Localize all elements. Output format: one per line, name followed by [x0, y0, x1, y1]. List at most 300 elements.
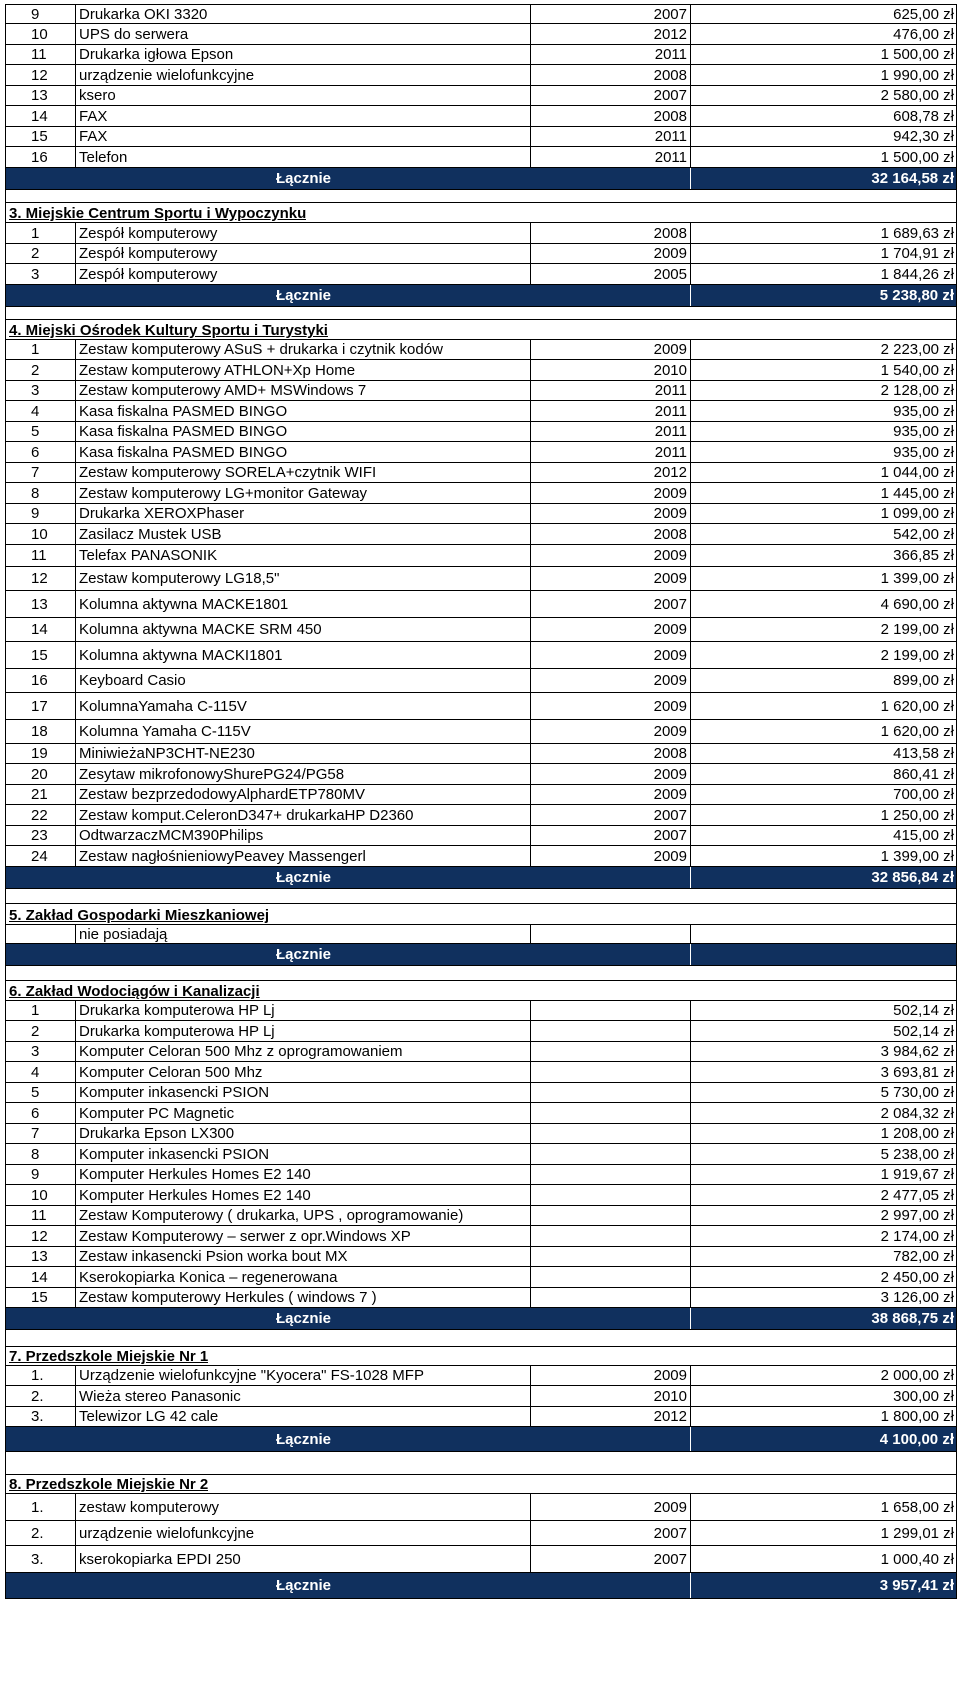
item-year [531, 1042, 691, 1061]
total-spacer [6, 944, 76, 965]
table-row [5, 422, 957, 442]
item-year [531, 1103, 691, 1123]
total-label: Łącznie [275, 1577, 332, 1594]
item-value: 2 199,00 zł [880, 621, 954, 638]
total-year-spacer [531, 168, 691, 189]
total-row [5, 285, 957, 307]
item-number: 10 [6, 1185, 76, 1205]
item-year: 2009 [531, 642, 691, 668]
item-name: Zestaw komputerowy ASuS + drukarka i czytnik kodów [76, 340, 531, 359]
total-label: Łącznie [275, 287, 332, 304]
item-value: 1 844,26 zł [880, 265, 954, 283]
total-value: 3 957,41 zł [879, 1577, 954, 1594]
item-number: 21 [6, 785, 76, 804]
item-value: 5 238,00 zł [880, 1145, 954, 1163]
item-number: 8 [6, 1144, 76, 1164]
item-year: 2010 [531, 360, 691, 380]
total-year-spacer [531, 867, 691, 888]
item-name: Zestaw komputerowy Herkules ( windows 7 ) [76, 1288, 531, 1307]
item-value: 502,14 zł [893, 1022, 954, 1040]
item-value [691, 925, 956, 943]
item-year: 2009 [531, 1494, 691, 1520]
item-value: 4 690,00 zł [880, 595, 954, 613]
item-value: 860,41 zł [893, 765, 954, 783]
item-value: 1 990,00 zł [880, 66, 954, 84]
item-name: Zestaw komputerowy ATHLON+Xp Home [76, 360, 531, 380]
total-value: 38 868,75 zł [871, 1310, 954, 1327]
blank-row [5, 966, 957, 981]
item-name: Drukarka komputerowa HP Lj [76, 1001, 531, 1020]
item-name: Komputer Herkules Homes E2 140 [76, 1185, 531, 1205]
item-value: 700,00 zł [893, 786, 954, 803]
table-row [5, 1546, 957, 1573]
item-year: 2008 [531, 106, 691, 126]
item-value: 1 500,00 zł [880, 148, 954, 166]
item-year: 2012 [531, 24, 691, 44]
item-name: Keyboard Casio [76, 669, 531, 692]
item-value: 3 984,62 zł [880, 1043, 954, 1060]
item-name: FAX [76, 106, 531, 126]
item-value: 2 000,00 zł [880, 1367, 954, 1384]
table-row [5, 1267, 957, 1288]
table-row [5, 524, 957, 545]
item-number: 7 [6, 1124, 76, 1143]
table-row [5, 1001, 957, 1021]
table-row [5, 826, 957, 846]
item-value: 476,00 zł [893, 25, 954, 43]
item-year [531, 1185, 691, 1205]
table-row [5, 381, 957, 401]
item-value: 2 477,05 zł [880, 1186, 954, 1204]
item-name: Zestaw inkasencki Psion worka bout MX [76, 1247, 531, 1266]
section-title: 8. Przedszkole Miejskie Nr 2 [9, 1476, 209, 1493]
item-year: 2011 [531, 401, 691, 421]
table-row [5, 1206, 957, 1226]
item-year [531, 1001, 691, 1020]
item-number: 13 [6, 86, 76, 105]
item-name: Drukarka XEROXPhaser [76, 504, 531, 523]
item-year: 2009 [531, 567, 691, 590]
item-number: 11 [6, 1206, 76, 1225]
item-number: 3 [6, 264, 76, 284]
total-spacer [6, 867, 76, 888]
item-name: urządzenie wielofunkcyjne [76, 1521, 531, 1545]
item-year: 2007 [531, 5, 691, 23]
item-name: Zestaw Komputerowy ( drukarka, UPS , oprogramowanie) [76, 1206, 531, 1225]
item-name: Komputer Celoran 500 Mhz z oprogramowaniem [76, 1042, 531, 1061]
item-year: 2011 [531, 422, 691, 441]
table-row [5, 483, 957, 504]
item-number: 20 [6, 764, 76, 784]
item-value: 366,85 zł [893, 547, 954, 564]
item-number: 15 [6, 1288, 76, 1307]
item-year: 2008 [531, 524, 691, 544]
total-row [5, 944, 957, 966]
table-row [5, 720, 957, 744]
section-header [5, 981, 957, 1001]
table-row [5, 1185, 957, 1206]
table-row [5, 642, 957, 669]
item-name: Zestaw komputerowy LG+monitor Gateway [76, 483, 531, 503]
item-name: Drukarka igłowa Epson [76, 45, 531, 64]
item-year: 2010 [531, 1386, 691, 1406]
item-number: 11 [6, 45, 76, 64]
item-value: 415,00 zł [893, 827, 954, 844]
item-year [531, 1144, 691, 1164]
item-number: 23 [6, 826, 76, 845]
item-name: Komputer inkasencki PSION [76, 1083, 531, 1102]
table-row [5, 360, 957, 381]
item-year: 2008 [531, 223, 691, 243]
blank-row [5, 190, 957, 203]
item-value: 1 620,00 zł [880, 697, 954, 715]
table-row [5, 65, 957, 86]
item-number: 5 [6, 422, 76, 441]
item-name: Zasilacz Mustek USB [76, 524, 531, 544]
item-number: 2 [6, 360, 76, 380]
table-row [5, 1386, 957, 1407]
item-number: 3. [6, 1407, 76, 1426]
item-value: 1 620,00 zł [880, 723, 954, 740]
item-year: 2007 [531, 1521, 691, 1545]
item-year: 2009 [531, 504, 691, 523]
item-name: Zestaw komputerowy SORELA+czytnik WIFI [76, 463, 531, 482]
item-value: 2 450,00 zł [880, 1268, 954, 1286]
total-label: Łącznie [275, 1310, 332, 1327]
table-row [5, 1062, 957, 1083]
item-year: 2008 [531, 65, 691, 85]
total-spacer [6, 1308, 76, 1329]
item-number: 6 [6, 442, 76, 462]
section-title: 6. Zakład Wodociągów i Kanalizacji [9, 983, 260, 1000]
table-row [5, 24, 957, 45]
item-number: 14 [6, 106, 76, 126]
item-year: 2009 [531, 693, 691, 719]
table-row [5, 669, 957, 693]
total-value: 32 164,58 zł [871, 170, 954, 187]
total-spacer [6, 285, 76, 306]
item-value: 1 445,00 zł [880, 484, 954, 502]
item-number: 9 [6, 504, 76, 523]
table-row [5, 223, 957, 244]
item-number: 13 [6, 591, 76, 617]
item-year [531, 1021, 691, 1041]
item-year [531, 1124, 691, 1143]
item-number: 24 [6, 846, 76, 866]
total-year-spacer [531, 285, 691, 306]
item-name: Urządzenie wielofunkcyjne "Kyocera" FS-1028 MFP [76, 1366, 531, 1385]
item-value: 935,00 zł [893, 443, 954, 461]
item-number: 5 [6, 1083, 76, 1102]
item-year [531, 1062, 691, 1082]
table-row [5, 618, 957, 642]
table-row [5, 1288, 957, 1308]
item-number: 1 [6, 340, 76, 359]
item-value: 2 174,00 zł [880, 1227, 954, 1245]
item-number: 9 [6, 1165, 76, 1184]
table-row [5, 504, 957, 524]
table-row [5, 1521, 957, 1546]
item-value: 1 208,00 zł [880, 1125, 954, 1142]
table-row [5, 147, 957, 168]
table-row [5, 264, 957, 285]
table-row [5, 1366, 957, 1386]
table-row [5, 45, 957, 65]
item-year: 2007 [531, 826, 691, 845]
item-name: ksero [76, 86, 531, 105]
item-value: 2 580,00 zł [880, 87, 954, 104]
item-name: nie posiadają [76, 925, 531, 943]
item-number: 8 [6, 483, 76, 503]
item-value: 2 997,00 zł [880, 1207, 954, 1224]
item-value: 3 126,00 zł [880, 1289, 954, 1306]
item-year: 2009 [531, 720, 691, 743]
item-number: 2 [6, 244, 76, 263]
item-value: 1 658,00 zł [880, 1498, 954, 1516]
total-label: Łącznie [275, 1430, 332, 1448]
item-name: Komputer Herkules Homes E2 140 [76, 1165, 531, 1184]
table-row [5, 401, 957, 422]
total-row [5, 1308, 957, 1330]
item-year [531, 1226, 691, 1246]
item-number: 17 [6, 693, 76, 719]
item-value: 2 128,00 zł [880, 382, 954, 399]
item-number: 3. [6, 1546, 76, 1572]
item-number: 7 [6, 463, 76, 482]
item-number: 19 [6, 744, 76, 763]
section-title: 4. Miejski Ośrodek Kultury Sportu i Turystyki [9, 322, 328, 339]
item-name: Kolumna aktywna MACKI1801 [76, 642, 531, 668]
item-year: 2012 [531, 463, 691, 482]
section-header [5, 1347, 957, 1366]
table-row [5, 463, 957, 483]
item-year [531, 1206, 691, 1225]
item-value: 1 399,00 zł [880, 570, 954, 587]
item-year: 2009 [531, 545, 691, 566]
blank-row [5, 307, 957, 320]
table-row [5, 1494, 957, 1521]
item-value: 782,00 zł [893, 1248, 954, 1265]
table-row [5, 127, 957, 147]
item-year: 2009 [531, 764, 691, 784]
item-year [531, 1288, 691, 1307]
item-value: 1 800,00 zł [880, 1408, 954, 1425]
item-year: 2009 [531, 846, 691, 866]
section-header [5, 203, 957, 223]
section-title: 3. Miejskie Centrum Sportu i Wypoczynku [9, 205, 307, 222]
item-name: Kasa fiskalna PASMED BINGO [76, 442, 531, 462]
item-number: 9 [6, 5, 76, 23]
item-number: 1 [6, 223, 76, 243]
table-row [5, 785, 957, 805]
table-row [5, 744, 957, 764]
total-label: Łącznie [275, 946, 332, 963]
table-row [5, 340, 957, 360]
item-name: Zestaw nagłośnieniowyPeavey Massengerl [76, 846, 531, 866]
item-name: Zestaw komput.CeleronD347+ drukarkaHP D2360 [76, 805, 531, 825]
item-number: 3 [6, 381, 76, 400]
table-row [5, 1042, 957, 1062]
item-value: 1 399,00 zł [880, 847, 954, 865]
item-name: Zestaw Komputerowy – serwer z opr.Windows XP [76, 1226, 531, 1246]
section-header [5, 1475, 957, 1494]
item-name: zestaw komputerowy [76, 1494, 531, 1520]
item-value: 1 044,00 zł [880, 464, 954, 481]
item-year: 2011 [531, 381, 691, 400]
item-name: Kolumna Yamaha C-115V [76, 720, 531, 743]
item-value: 1 689,63 zł [880, 224, 954, 242]
total-value [691, 944, 956, 965]
item-year: 2009 [531, 1366, 691, 1385]
item-number: 2. [6, 1386, 76, 1406]
item-year [531, 1165, 691, 1184]
item-name: Zespół komputerowy [76, 244, 531, 263]
item-year [531, 925, 691, 943]
total-year-spacer [531, 944, 691, 965]
item-year: 2007 [531, 1546, 691, 1572]
total-year-spacer [531, 1308, 691, 1329]
item-value: 1 919,67 zł [880, 1166, 954, 1183]
blank-row [5, 1452, 957, 1475]
item-year: 2009 [531, 785, 691, 804]
item-name: Zesytaw mikrofonowyShurePG24/PG58 [76, 764, 531, 784]
item-name: Drukarka Epson LX300 [76, 1124, 531, 1143]
item-year: 2008 [531, 744, 691, 763]
item-year: 2011 [531, 45, 691, 64]
item-number: 15 [6, 127, 76, 146]
total-year-spacer [531, 1427, 691, 1451]
item-value: 1 099,00 zł [880, 505, 954, 522]
item-value: 625,00 zł [893, 5, 954, 23]
table-row [5, 106, 957, 127]
item-value: 3 693,81 zł [880, 1063, 954, 1081]
table-row [5, 591, 957, 618]
item-number: 22 [6, 805, 76, 825]
item-name: Zestaw komputerowy LG18,5" [76, 567, 531, 590]
item-value: 2 084,32 zł [880, 1104, 954, 1122]
item-value: 935,00 zł [893, 423, 954, 440]
table-row [5, 1247, 957, 1267]
item-name: Komputer inkasencki PSION [76, 1144, 531, 1164]
table-row [5, 693, 957, 720]
item-value: 935,00 zł [893, 402, 954, 420]
total-row [5, 1427, 957, 1452]
total-value: 5 238,80 zł [879, 287, 954, 304]
item-value: 413,58 zł [893, 745, 954, 762]
item-value: 2 223,00 zł [880, 341, 954, 358]
item-name: Kolumna aktywna MACKE1801 [76, 591, 531, 617]
table-row [5, 4, 957, 24]
item-number: 16 [6, 669, 76, 692]
table-row [5, 764, 957, 785]
item-name: Zestaw komputerowy AMD+ MSWindows 7 [76, 381, 531, 400]
item-name: Kasa fiskalna PASMED BINGO [76, 401, 531, 421]
item-number: 13 [6, 1247, 76, 1266]
item-number: 14 [6, 618, 76, 641]
table-row [5, 1083, 957, 1103]
item-value: 1 250,00 zł [880, 806, 954, 824]
item-name: Kolumna aktywna MACKE SRM 450 [76, 618, 531, 641]
item-number: 6 [6, 1103, 76, 1123]
table-row [5, 1021, 957, 1042]
table-row [5, 1124, 957, 1144]
item-year: 2011 [531, 442, 691, 462]
item-number: 2. [6, 1521, 76, 1545]
table-row [5, 925, 957, 944]
item-year: 2007 [531, 591, 691, 617]
total-row [5, 867, 957, 889]
item-number: 12 [6, 1226, 76, 1246]
item-name: Zespół komputerowy [76, 223, 531, 243]
table-row [5, 1144, 957, 1165]
item-name: Komputer PC Magnetic [76, 1103, 531, 1123]
table-row [5, 442, 957, 463]
item-value: 300,00 zł [893, 1387, 954, 1405]
item-name: OdtwarzaczMCM390Philips [76, 826, 531, 845]
total-year-spacer [531, 1573, 691, 1598]
item-name: Drukarka OKI 3320 [76, 5, 531, 23]
table-row [5, 545, 957, 567]
inventory-sheet [5, 4, 957, 1599]
item-value: 899,00 zł [893, 672, 954, 689]
item-year: 2009 [531, 618, 691, 641]
item-name: Telefax PANASONIK [76, 545, 531, 566]
item-name: FAX [76, 127, 531, 146]
item-name: Kasa fiskalna PASMED BINGO [76, 422, 531, 441]
item-value: 5 730,00 zł [880, 1084, 954, 1101]
section-header [5, 320, 957, 340]
section-title: 7. Przedszkole Miejskie Nr 1 [9, 1348, 209, 1365]
total-spacer [6, 168, 76, 189]
item-number: 12 [6, 65, 76, 85]
item-value: 502,14 zł [893, 1002, 954, 1019]
item-value: 2 199,00 zł [880, 646, 954, 664]
total-spacer [6, 1427, 76, 1451]
table-row [5, 567, 957, 591]
item-number: 14 [6, 1267, 76, 1287]
table-row [5, 846, 957, 867]
item-name: Kserokopiarka Konica – regenerowana [76, 1267, 531, 1287]
item-name: Komputer Celoran 500 Mhz [76, 1062, 531, 1082]
item-number [6, 925, 76, 943]
item-name: KolumnaYamaha C-115V [76, 693, 531, 719]
item-name: kserokopiarka EPDI 250 [76, 1546, 531, 1572]
item-name: Wieża stereo Panasonic [76, 1386, 531, 1406]
item-value: 608,78 zł [893, 107, 954, 125]
item-number: 3 [6, 1042, 76, 1061]
item-name: Drukarka komputerowa HP Lj [76, 1021, 531, 1041]
item-year: 2009 [531, 340, 691, 359]
item-year [531, 1247, 691, 1266]
table-row [5, 805, 957, 826]
item-year: 2007 [531, 86, 691, 105]
item-year [531, 1083, 691, 1102]
item-number: 2 [6, 1021, 76, 1041]
table-row [5, 1407, 957, 1427]
item-number: 12 [6, 567, 76, 590]
item-year [531, 1267, 691, 1287]
item-value: 1 000,40 zł [880, 1550, 954, 1568]
total-row [5, 1573, 957, 1599]
item-year: 2009 [531, 244, 691, 263]
item-year: 2007 [531, 805, 691, 825]
item-number: 10 [6, 524, 76, 544]
item-name: MiniwieżaNP3CHT-NE230 [76, 744, 531, 763]
item-number: 1. [6, 1366, 76, 1385]
item-value: 1 540,00 zł [880, 361, 954, 379]
item-name: Zespół komputerowy [76, 264, 531, 284]
item-number: 4 [6, 401, 76, 421]
